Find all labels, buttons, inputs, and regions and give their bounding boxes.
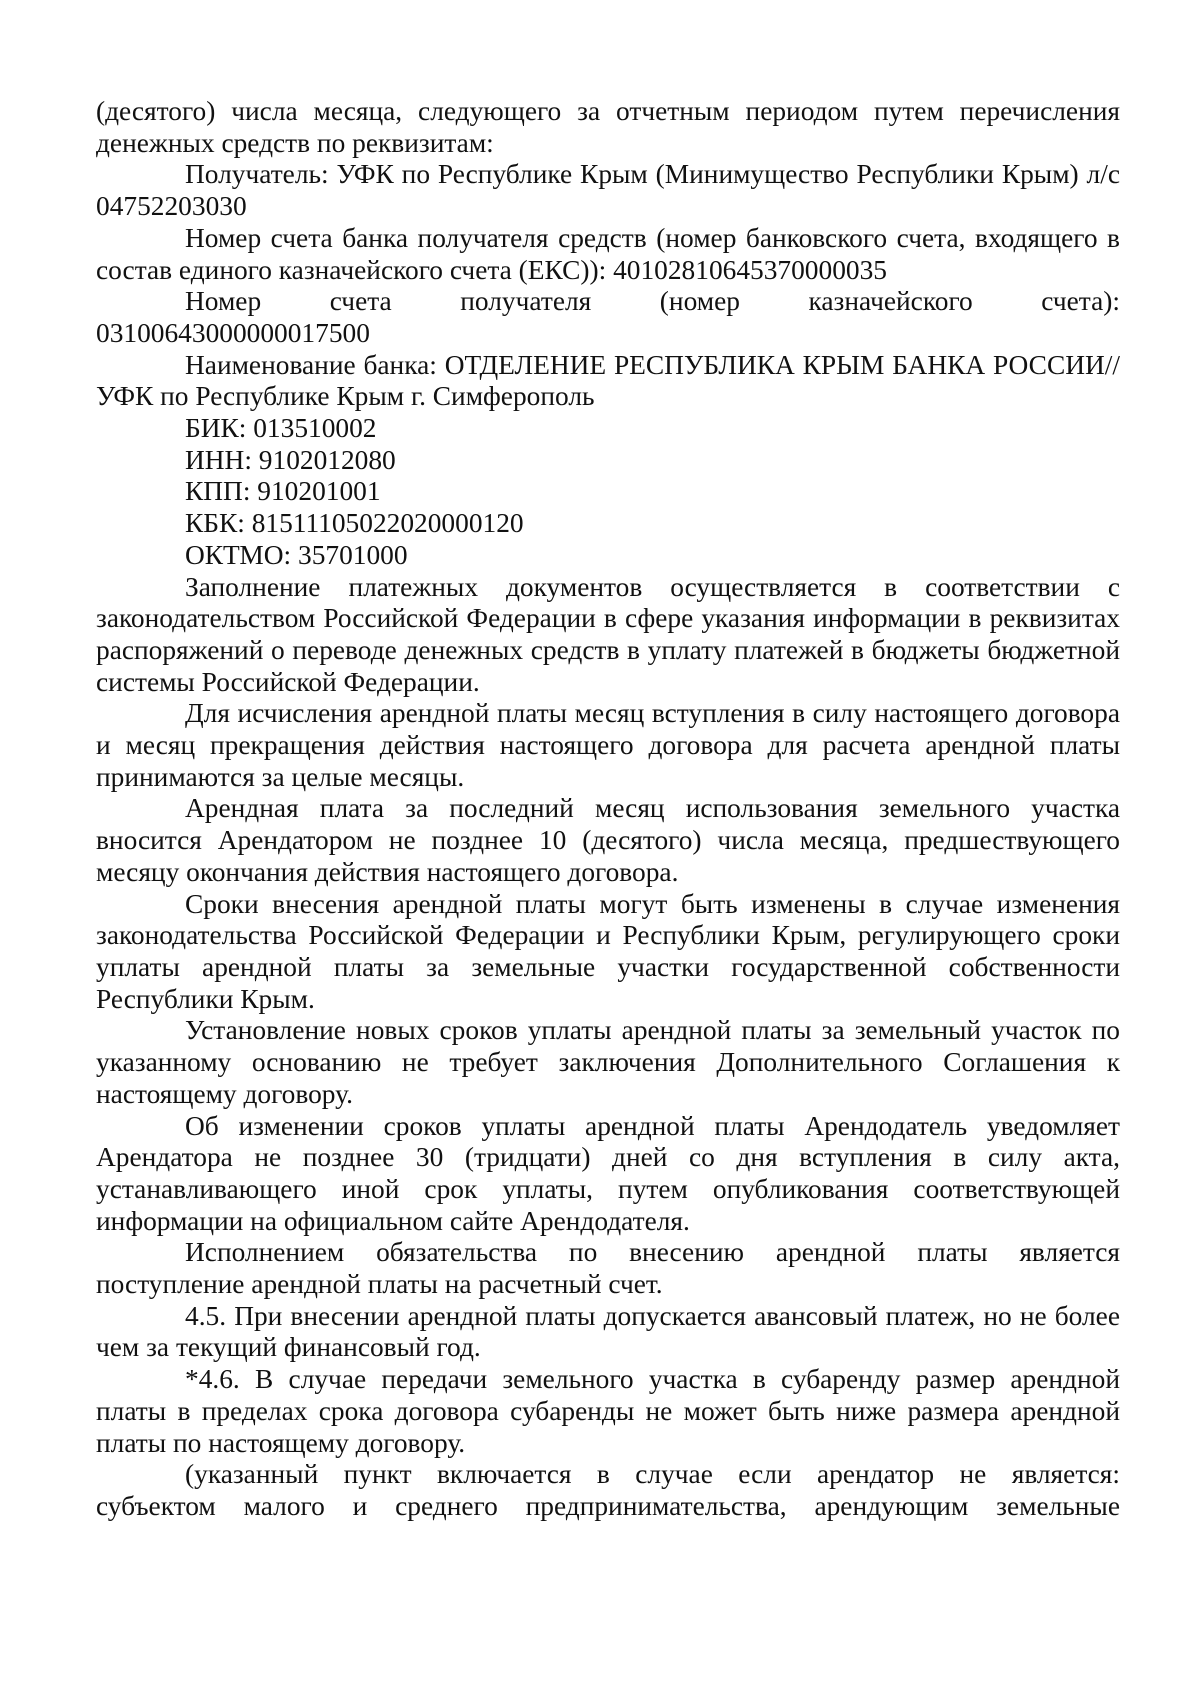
recipient-account-label: Номер счета получателя (номер казначейского счета):	[185, 286, 1120, 317]
paragraph-clause-4-6: *4.6. В случае передачи земельного участка в субаренду размер арендной платы в пределах срока договора субаренды не может быть ниже размера арендной платы по настоящему договору.	[96, 1364, 1120, 1458]
note-line-1: (указанный пункт включается в случае если арендатор не является:	[185, 1459, 1120, 1490]
paragraph-terms-change: Сроки внесения арендной платы могут быть изменены в случае изменения законодательства Российской Федерации и Республики Крым, регулирующего сроки уплаты арендной платы за земельные участки государственной собственности Республики Крым.	[96, 888, 1120, 1014]
paragraph-rent-calculation: Для исчисления арендной платы месяц вступления в силу настоящего договора и месяц прекращения действия настоящего договора для расчета арендной платы принимаются за целые месяцы.	[96, 698, 1120, 792]
paragraph-payment-documents: Заполнение платежных документов осуществляется в соответствии с законодательством Российской Федерации в сфере указания информации в реквизитах распоряжений о переводе денежных средств в уплату платежей в бюджеты бюджетной системы Российской Федерации.	[96, 571, 1120, 697]
bik-line: БИК: 013510002	[185, 413, 377, 444]
note-line-2: субъектом малого и среднего предпринимательства, арендующим земельные	[96, 1490, 1120, 1521]
paragraph-recipient: Получатель: УФК по Республике Крым (Минимущество Республики Крым) л/с 04752203030	[96, 159, 1120, 222]
kpp-line: КПП: 910201001	[185, 476, 381, 507]
paragraph-obligation: Исполнением обязательства по внесению арендной платы является поступление арендной платы на расчетный счет.	[96, 1237, 1120, 1300]
inn-line: ИНН: 9102012080	[185, 444, 396, 475]
paragraph-notification: Об изменении сроков уплаты арендной платы Арендодатель уведомляет Арендатора не позднее 30 (тридцати) дней со дня вступления в силу акта, устанавливающего иной срок уплаты, путем опубликования соответствующей информации на официальном сайте Арендодателя.	[96, 1110, 1120, 1236]
paragraph-bank-name: Наименование банка: ОТДЕЛЕНИЕ РЕСПУБЛИКА КРЫМ БАНКА РОССИИ//УФК по Республике Крым г. Симферополь	[96, 349, 1120, 412]
paragraph-clause-4-5: 4.5. При внесении арендной платы допускается авансовый платеж, но не более чем за текущий финансовый год.	[96, 1300, 1120, 1363]
paragraph-last-month: Арендная плата за последний месяц использования земельного участка вносится Арендатором не позднее 10 (десятого) числа месяца, предшествующего месяцу окончания действия настоящего договора.	[96, 793, 1120, 887]
kbk-line: КБК: 81511105022020000120	[185, 508, 524, 539]
paragraph-recipient-account	[96, 286, 1120, 349]
paragraph-new-terms: Установление новых сроков уплаты арендной платы за земельный участок по указанному основанию не требует заключения Дополнительного Соглашения к настоящему договору.	[96, 1015, 1120, 1109]
recipient-account-number: 03100643000000017500	[96, 317, 370, 348]
paragraph-note	[96, 1459, 1120, 1522]
document-body	[96, 96, 1120, 1523]
oktmo-line: ОКТМО: 35701000	[185, 539, 408, 570]
paragraph-continuation: (десятого) числа месяца, следующего за отчетным периодом путем перечисления денежных средств по реквизитам:	[96, 96, 1120, 158]
paragraph-bank-account: Номер счета банка получателя средств (номер банковского счета, входящего в состав единого казначейского счета (ЕКС)): 40102810645370000035	[96, 222, 1120, 285]
